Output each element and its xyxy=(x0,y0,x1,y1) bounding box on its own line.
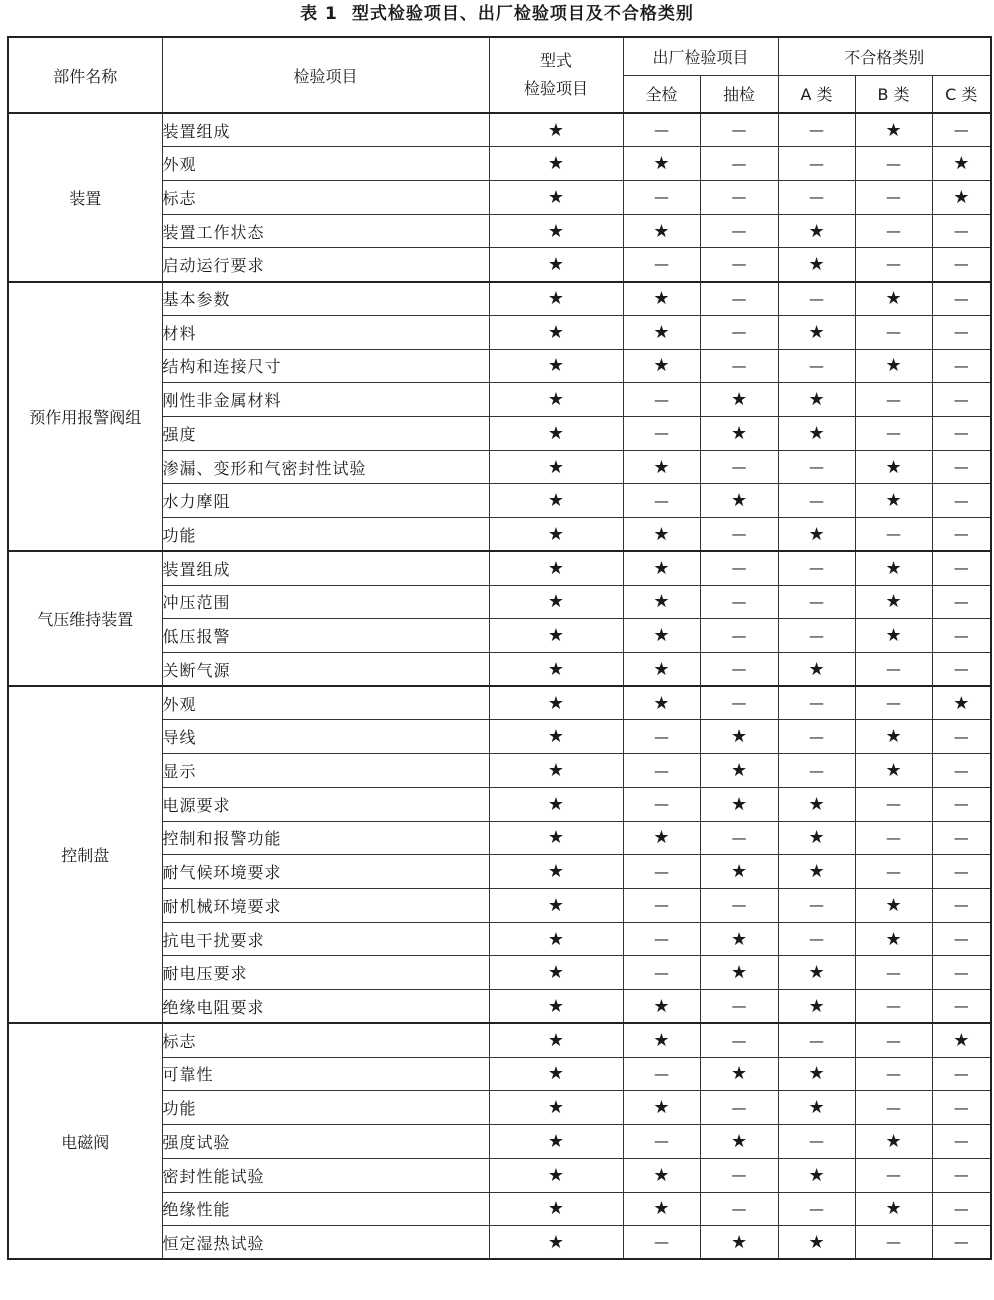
dash-mark-class-c: — xyxy=(932,585,991,619)
star-mark-type-test: ★ xyxy=(489,922,623,956)
inspection-item-cell: 绝缘电阻要求 xyxy=(162,990,489,1024)
inspection-item-cell: 密封性能试验 xyxy=(162,1158,489,1192)
dash-mark-class-c: — xyxy=(932,1226,991,1260)
table-title: 型式检验项目、出厂检验项目及不合格类别 xyxy=(351,4,694,24)
star-mark-class-c: ★ xyxy=(932,147,991,181)
star-mark-class-b: ★ xyxy=(855,585,932,619)
dash-mark-class-a: — xyxy=(778,686,855,720)
star-mark-sample: ★ xyxy=(700,1057,778,1091)
star-mark-class-a: ★ xyxy=(778,214,855,248)
star-mark-type-test: ★ xyxy=(489,821,623,855)
part-name-cell: 预作用报警阀组 xyxy=(8,282,162,552)
star-mark-type-test: ★ xyxy=(489,1158,623,1192)
dash-mark-class-a: — xyxy=(778,585,855,619)
star-mark-type-test: ★ xyxy=(489,315,623,349)
inspection-table xyxy=(7,36,992,1260)
dash-mark-sample: — xyxy=(700,551,778,585)
star-mark-sample: ★ xyxy=(700,720,778,754)
inspection-item-cell: 恒定湿热试验 xyxy=(162,1226,489,1260)
dash-mark-sample: — xyxy=(700,1192,778,1226)
table-body xyxy=(8,113,991,1259)
star-mark-type-test: ★ xyxy=(489,349,623,383)
dash-mark-class-c: — xyxy=(932,315,991,349)
dash-mark-full: — xyxy=(623,889,700,923)
inspection-item-cell: 强度试验 xyxy=(162,1125,489,1159)
header-sample-inspection: 抽检 xyxy=(700,75,778,113)
star-mark-type-test: ★ xyxy=(489,990,623,1024)
dash-mark-class-c: — xyxy=(932,518,991,552)
star-mark-full: ★ xyxy=(623,585,700,619)
star-mark-sample: ★ xyxy=(700,956,778,990)
dash-mark-sample: — xyxy=(700,1023,778,1057)
star-mark-class-b: ★ xyxy=(855,889,932,923)
star-mark-sample: ★ xyxy=(700,855,778,889)
dash-mark-sample: — xyxy=(700,147,778,181)
star-mark-full: ★ xyxy=(623,1023,700,1057)
dash-mark-class-b: — xyxy=(855,855,932,889)
star-mark-class-a: ★ xyxy=(778,1226,855,1260)
dash-mark-class-c: — xyxy=(932,349,991,383)
inspection-item-cell: 耐电压要求 xyxy=(162,956,489,990)
inspection-item-cell: 电源要求 xyxy=(162,787,489,821)
dash-mark-full: — xyxy=(623,956,700,990)
star-mark-sample: ★ xyxy=(700,1125,778,1159)
star-mark-type-test: ★ xyxy=(489,416,623,450)
star-mark-type-test: ★ xyxy=(489,248,623,282)
header-type-test xyxy=(489,37,623,113)
dash-mark-class-c: — xyxy=(932,922,991,956)
inspection-item-cell: 标志 xyxy=(162,1023,489,1057)
dash-mark-class-a: — xyxy=(778,180,855,214)
star-mark-class-c: ★ xyxy=(932,686,991,720)
inspection-item-cell: 功能 xyxy=(162,1091,489,1125)
star-mark-class-a: ★ xyxy=(778,990,855,1024)
part-name-cell: 气压维持装置 xyxy=(8,551,162,686)
star-mark-type-test: ★ xyxy=(489,518,623,552)
dash-mark-full: — xyxy=(623,754,700,788)
dash-mark-sample: — xyxy=(700,180,778,214)
inspection-item-cell: 强度 xyxy=(162,416,489,450)
star-mark-class-b: ★ xyxy=(855,349,932,383)
inspection-item-cell: 基本参数 xyxy=(162,282,489,316)
inspection-item-cell: 外观 xyxy=(162,147,489,181)
dash-mark-full: — xyxy=(623,787,700,821)
dash-mark-class-b: — xyxy=(855,518,932,552)
table-header xyxy=(8,37,991,113)
header-type-test-line2: 检验项目 xyxy=(523,79,588,98)
star-mark-full: ★ xyxy=(623,686,700,720)
dash-mark-class-c: — xyxy=(932,383,991,417)
inspection-item-cell: 低压报警 xyxy=(162,619,489,653)
header-class-c: C 类 xyxy=(932,75,991,113)
star-mark-class-c: ★ xyxy=(932,180,991,214)
dash-mark-full: — xyxy=(623,720,700,754)
inspection-item-cell: 渗漏、变形和气密封性试验 xyxy=(162,450,489,484)
dash-mark-full: — xyxy=(623,383,700,417)
dash-mark-sample: — xyxy=(700,349,778,383)
dash-mark-class-c: — xyxy=(932,214,991,248)
inspection-item-cell: 启动运行要求 xyxy=(162,248,489,282)
dash-mark-full: — xyxy=(623,1057,700,1091)
inspection-item-cell: 水力摩阻 xyxy=(162,484,489,518)
star-mark-type-test: ★ xyxy=(489,383,623,417)
star-mark-type-test: ★ xyxy=(489,484,623,518)
dash-mark-class-b: — xyxy=(855,1158,932,1192)
star-mark-class-b: ★ xyxy=(855,484,932,518)
dash-mark-class-a: — xyxy=(778,349,855,383)
header-nonconformity: 不合格类别 xyxy=(778,37,991,75)
dash-mark-class-b: — xyxy=(855,956,932,990)
dash-mark-class-b: — xyxy=(855,214,932,248)
star-mark-class-a: ★ xyxy=(778,956,855,990)
dash-mark-full: — xyxy=(623,855,700,889)
dash-mark-class-c: — xyxy=(932,990,991,1024)
star-mark-class-c: ★ xyxy=(932,1023,991,1057)
star-mark-full: ★ xyxy=(623,349,700,383)
dash-mark-sample: — xyxy=(700,686,778,720)
table-caption xyxy=(0,2,994,26)
inspection-item-cell: 功能 xyxy=(162,518,489,552)
header-part-name: 部件名称 xyxy=(8,37,162,113)
star-mark-class-a: ★ xyxy=(778,855,855,889)
star-mark-type-test: ★ xyxy=(489,113,623,147)
star-mark-type-test: ★ xyxy=(489,214,623,248)
dash-mark-sample: — xyxy=(700,282,778,316)
dash-mark-class-a: — xyxy=(778,889,855,923)
header-type-test-line1: 型式 xyxy=(539,51,572,70)
dash-mark-sample: — xyxy=(700,214,778,248)
star-mark-class-a: ★ xyxy=(778,787,855,821)
star-mark-class-a: ★ xyxy=(778,1057,855,1091)
part-name-cell: 控制盘 xyxy=(8,686,162,1023)
star-mark-full: ★ xyxy=(623,214,700,248)
dash-mark-class-b: — xyxy=(855,147,932,181)
inspection-item-cell: 装置组成 xyxy=(162,113,489,147)
star-mark-class-b: ★ xyxy=(855,1125,932,1159)
star-mark-type-test: ★ xyxy=(489,1226,623,1260)
inspection-item-cell: 绝缘性能 xyxy=(162,1192,489,1226)
dash-mark-class-b: — xyxy=(855,180,932,214)
inspection-item-cell: 耐机械环境要求 xyxy=(162,889,489,923)
star-mark-type-test: ★ xyxy=(489,282,623,316)
dash-mark-class-b: — xyxy=(855,1057,932,1091)
inspection-item-cell: 抗电干扰要求 xyxy=(162,922,489,956)
dash-mark-class-c: — xyxy=(932,956,991,990)
dash-mark-class-c: — xyxy=(932,1091,991,1125)
star-mark-full: ★ xyxy=(623,1192,700,1226)
star-mark-type-test: ★ xyxy=(489,180,623,214)
dash-mark-class-b: — xyxy=(855,686,932,720)
star-mark-class-a: ★ xyxy=(778,1158,855,1192)
dash-mark-full: — xyxy=(623,922,700,956)
dash-mark-class-c: — xyxy=(932,653,991,687)
dash-mark-class-c: — xyxy=(932,1057,991,1091)
star-mark-type-test: ★ xyxy=(489,956,623,990)
star-mark-type-test: ★ xyxy=(489,686,623,720)
star-mark-type-test: ★ xyxy=(489,147,623,181)
dash-mark-class-c: — xyxy=(932,754,991,788)
dash-mark-full: — xyxy=(623,113,700,147)
dash-mark-class-c: — xyxy=(932,248,991,282)
inspection-item-cell: 显示 xyxy=(162,754,489,788)
star-mark-full: ★ xyxy=(623,518,700,552)
inspection-item-cell: 刚性非金属材料 xyxy=(162,383,489,417)
star-mark-type-test: ★ xyxy=(489,754,623,788)
dash-mark-sample: — xyxy=(700,653,778,687)
star-mark-type-test: ★ xyxy=(489,1057,623,1091)
star-mark-type-test: ★ xyxy=(489,720,623,754)
star-mark-class-b: ★ xyxy=(855,922,932,956)
star-mark-sample: ★ xyxy=(700,383,778,417)
star-mark-sample: ★ xyxy=(700,787,778,821)
dash-mark-class-c: — xyxy=(932,450,991,484)
dash-mark-class-b: — xyxy=(855,315,932,349)
star-mark-type-test: ★ xyxy=(489,889,623,923)
star-mark-sample: ★ xyxy=(700,1226,778,1260)
dash-mark-class-a: — xyxy=(778,484,855,518)
star-mark-type-test: ★ xyxy=(489,855,623,889)
star-mark-sample: ★ xyxy=(700,484,778,518)
dash-mark-sample: — xyxy=(700,1091,778,1125)
star-mark-full: ★ xyxy=(623,1158,700,1192)
dash-mark-class-a: — xyxy=(778,754,855,788)
dash-mark-class-c: — xyxy=(932,113,991,147)
table-row xyxy=(8,113,991,147)
dash-mark-sample: — xyxy=(700,585,778,619)
dash-mark-full: — xyxy=(623,248,700,282)
dash-mark-class-c: — xyxy=(932,551,991,585)
header-full-inspection: 全检 xyxy=(623,75,700,113)
header-class-b: B 类 xyxy=(855,75,932,113)
dash-mark-class-c: — xyxy=(932,821,991,855)
star-mark-type-test: ★ xyxy=(489,450,623,484)
star-mark-full: ★ xyxy=(623,551,700,585)
dash-mark-sample: — xyxy=(700,248,778,282)
star-mark-type-test: ★ xyxy=(489,653,623,687)
star-mark-full: ★ xyxy=(623,821,700,855)
dash-mark-class-b: — xyxy=(855,1023,932,1057)
star-mark-full: ★ xyxy=(623,990,700,1024)
star-mark-class-b: ★ xyxy=(855,113,932,147)
dash-mark-sample: — xyxy=(700,1158,778,1192)
inspection-item-cell: 可靠性 xyxy=(162,1057,489,1091)
inspection-item-cell: 关断气源 xyxy=(162,653,489,687)
star-mark-full: ★ xyxy=(623,1091,700,1125)
inspection-item-cell: 装置组成 xyxy=(162,551,489,585)
star-mark-class-a: ★ xyxy=(778,821,855,855)
table-row xyxy=(8,1023,991,1057)
dash-mark-class-c: — xyxy=(932,619,991,653)
star-mark-class-b: ★ xyxy=(855,450,932,484)
table-row xyxy=(8,551,991,585)
header-inspection-item: 检验项目 xyxy=(162,37,489,113)
dash-mark-class-c: — xyxy=(932,1125,991,1159)
star-mark-class-a: ★ xyxy=(778,518,855,552)
star-mark-class-a: ★ xyxy=(778,416,855,450)
star-mark-full: ★ xyxy=(623,450,700,484)
star-mark-type-test: ★ xyxy=(489,551,623,585)
star-mark-class-b: ★ xyxy=(855,282,932,316)
inspection-item-cell: 外观 xyxy=(162,686,489,720)
dash-mark-full: — xyxy=(623,1226,700,1260)
dash-mark-class-a: — xyxy=(778,1023,855,1057)
star-mark-class-b: ★ xyxy=(855,1192,932,1226)
dash-mark-sample: — xyxy=(700,821,778,855)
dash-mark-class-b: — xyxy=(855,416,932,450)
inspection-item-cell: 耐气候环境要求 xyxy=(162,855,489,889)
header-factory-test: 出厂检验项目 xyxy=(623,37,778,75)
inspection-item-cell: 冲压范围 xyxy=(162,585,489,619)
table-row xyxy=(8,282,991,316)
inspection-item-cell: 材料 xyxy=(162,315,489,349)
dash-mark-class-b: — xyxy=(855,653,932,687)
inspection-item-cell: 控制和报警功能 xyxy=(162,821,489,855)
dash-mark-class-b: — xyxy=(855,821,932,855)
dash-mark-sample: — xyxy=(700,619,778,653)
dash-mark-class-a: — xyxy=(778,619,855,653)
star-mark-class-a: ★ xyxy=(778,315,855,349)
dash-mark-class-a: — xyxy=(778,147,855,181)
star-mark-type-test: ★ xyxy=(489,1091,623,1125)
star-mark-sample: ★ xyxy=(700,922,778,956)
star-mark-type-test: ★ xyxy=(489,1023,623,1057)
dash-mark-sample: — xyxy=(700,990,778,1024)
dash-mark-sample: — xyxy=(700,450,778,484)
star-mark-class-b: ★ xyxy=(855,619,932,653)
star-mark-type-test: ★ xyxy=(489,1192,623,1226)
inspection-item-cell: 结构和连接尺寸 xyxy=(162,349,489,383)
star-mark-full: ★ xyxy=(623,315,700,349)
star-mark-full: ★ xyxy=(623,619,700,653)
dash-mark-class-a: — xyxy=(778,1125,855,1159)
dash-mark-class-c: — xyxy=(932,787,991,821)
dash-mark-sample: — xyxy=(700,518,778,552)
dash-mark-class-a: — xyxy=(778,113,855,147)
star-mark-class-b: ★ xyxy=(855,551,932,585)
part-name-cell: 装置 xyxy=(8,113,162,282)
dash-mark-sample: — xyxy=(700,889,778,923)
star-mark-sample: ★ xyxy=(700,416,778,450)
star-mark-type-test: ★ xyxy=(489,585,623,619)
star-mark-full: ★ xyxy=(623,282,700,316)
dash-mark-class-b: — xyxy=(855,990,932,1024)
header-class-a: A 类 xyxy=(778,75,855,113)
star-mark-class-a: ★ xyxy=(778,248,855,282)
dash-mark-class-b: — xyxy=(855,1091,932,1125)
dash-mark-class-c: — xyxy=(932,1192,991,1226)
dash-mark-class-c: — xyxy=(932,1158,991,1192)
dash-mark-full: — xyxy=(623,484,700,518)
star-mark-class-b: ★ xyxy=(855,754,932,788)
dash-mark-sample: — xyxy=(700,113,778,147)
dash-mark-class-c: — xyxy=(932,484,991,518)
dash-mark-full: — xyxy=(623,416,700,450)
dash-mark-full: — xyxy=(623,1125,700,1159)
dash-mark-full: — xyxy=(623,180,700,214)
star-mark-class-a: ★ xyxy=(778,653,855,687)
dash-mark-class-a: — xyxy=(778,922,855,956)
inspection-item-cell: 装置工作状态 xyxy=(162,214,489,248)
star-mark-class-a: ★ xyxy=(778,1091,855,1125)
star-mark-sample: ★ xyxy=(700,754,778,788)
star-mark-type-test: ★ xyxy=(489,619,623,653)
dash-mark-class-b: — xyxy=(855,1226,932,1260)
dash-mark-class-a: — xyxy=(778,450,855,484)
dash-mark-class-c: — xyxy=(932,855,991,889)
dash-mark-class-c: — xyxy=(932,282,991,316)
dash-mark-class-c: — xyxy=(932,889,991,923)
dash-mark-sample: — xyxy=(700,315,778,349)
dash-mark-class-c: — xyxy=(932,416,991,450)
table-row xyxy=(8,686,991,720)
star-mark-full: ★ xyxy=(623,147,700,181)
dash-mark-class-a: — xyxy=(778,282,855,316)
dash-mark-class-a: — xyxy=(778,1192,855,1226)
inspection-item-cell: 标志 xyxy=(162,180,489,214)
table-number: 表 1 xyxy=(300,4,338,24)
dash-mark-class-a: — xyxy=(778,551,855,585)
star-mark-full: ★ xyxy=(623,653,700,687)
star-mark-class-a: ★ xyxy=(778,383,855,417)
dash-mark-class-c: — xyxy=(932,720,991,754)
dash-mark-class-b: — xyxy=(855,248,932,282)
star-mark-type-test: ★ xyxy=(489,787,623,821)
dash-mark-class-b: — xyxy=(855,787,932,821)
dash-mark-class-b: — xyxy=(855,383,932,417)
star-mark-type-test: ★ xyxy=(489,1125,623,1159)
part-name-cell: 电磁阀 xyxy=(8,1023,162,1259)
inspection-item-cell: 导线 xyxy=(162,720,489,754)
dash-mark-class-a: — xyxy=(778,720,855,754)
star-mark-class-b: ★ xyxy=(855,720,932,754)
